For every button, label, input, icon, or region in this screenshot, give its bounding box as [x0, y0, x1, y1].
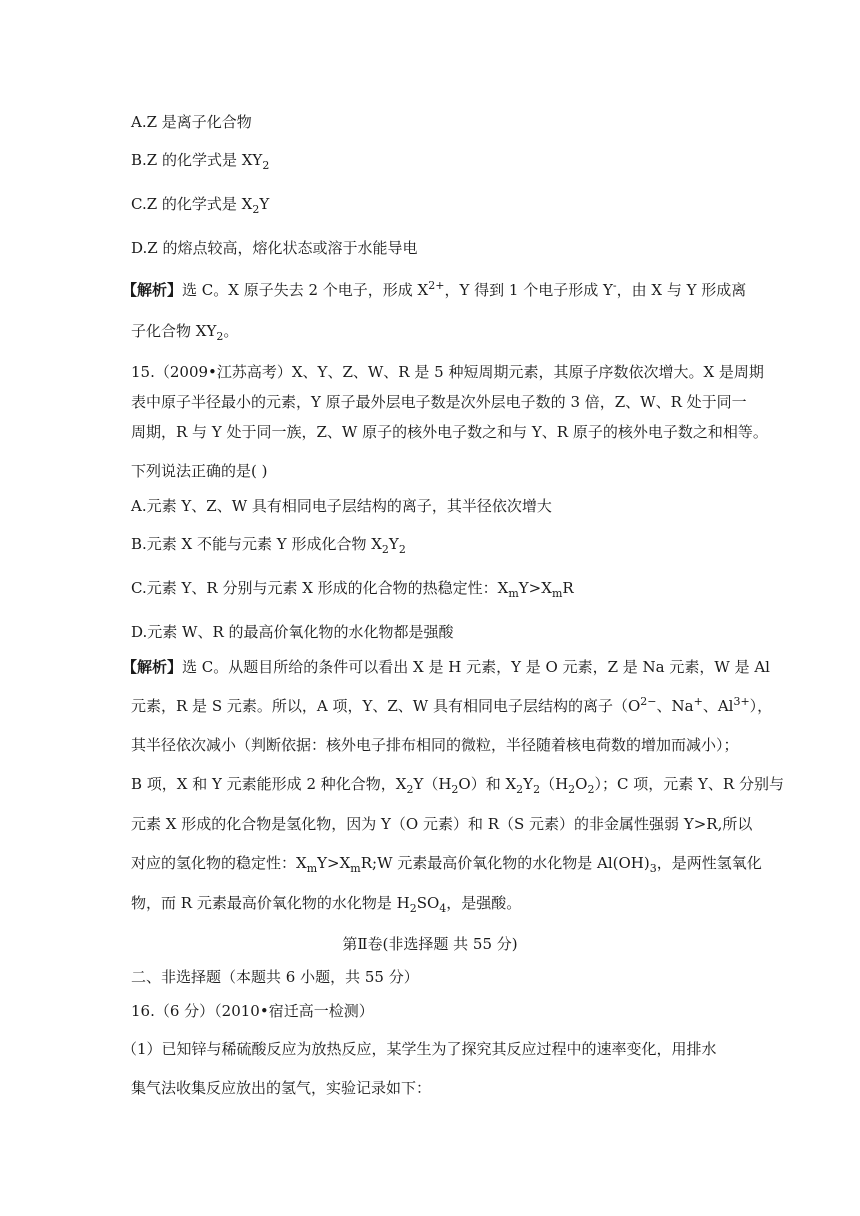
q14-option-a: A.Z 是离子化合物 [131, 113, 252, 131]
q16-heading: 16.（6 分）（2010•宿迁高一检测） [131, 1002, 374, 1020]
q15-analysis-line-7: 物，而 R 元素最高价氧化物的水化物是 $H_2SO_4$，是强酸。 [131, 894, 522, 915]
q15-option-b: B.元素 X 不能与元素 Y 形成化合物 $X_2Y_2$ [131, 535, 406, 556]
section-heading: 二、非选择题（本题共 6 小题，共 55 分） [131, 968, 419, 986]
q15-stem-line-4: 下列说法正确的是( ) [131, 462, 268, 480]
q15-option-c: C.元素 Y、R 分别与元素 X 形成的化合物的热稳定性：$X_mY>X_mR$ [131, 579, 574, 600]
q15-analysis-line-4: B 项，X 和 Y 元素能形成 2 种化合物，$X_2Y(H_2O)$和 $X_2Y_2(H_2O_2)$；C 项，元素 Y、R 分别与 [131, 775, 784, 796]
q15-stem-line-1: 15.（2009•江苏高考）X、Y、Z、W、R 是 5 种短周期元素，其原子序数依次增大。X 是周期 [131, 363, 764, 381]
analysis-label: 【解析】 [122, 658, 183, 676]
q14-analysis-line-2: 子化合物 $XY_2$。 [131, 322, 239, 343]
q14-option-d: D.Z 的熔点较高，熔化状态或溶于水能导电 [131, 239, 418, 257]
q14-option-c: C.Z 的化学式是 $X_2Y$ [131, 195, 270, 216]
q15-analysis-line-6: 对应的氢化物的稳定性：$X_mY>X_mR;W$ 元素最高价氧化物的水化物是 $Al(OH)_3$，是两性氢氧化 [131, 854, 762, 875]
q16-line-2: 集气法收集反应放出的氢气，实验记录如下： [131, 1079, 432, 1097]
q16-line-1: （1）已知锌与稀硫酸反应为放热反应，某学生为了探究其反应过程中的速率变化，用排水 [122, 1040, 717, 1058]
q15-option-d: D.元素 W、R 的最高价氧化物的水化物都是强酸 [131, 623, 454, 641]
q15-option-a: A.元素 Y、Z、W 具有相同电子层结构的离子，其半径依次增大 [131, 497, 552, 515]
q15-analysis-line-3: 其半径依次减小（判断依据：核外电子排布相同的微粒，半径随着核电荷数的增加而减小）； [131, 736, 739, 754]
q15-analysis-line-5: 元素 X 形成的化合物是氢化物，因为 Y（O 元素）和 R（S 元素）的非金属性强弱 Y>R,所以 [131, 815, 753, 833]
q15-analysis-line-1: 【解析】选 C。从题目所给的条件可以看出 X 是 H 元素，Y 是 O 元素，Z 是 Na 元素，W 是 Al [122, 658, 770, 676]
q14-option-b: B.Z 的化学式是 $XY_2$ [131, 151, 270, 172]
q14-analysis-line-1: 【解析】选 C。X 原子失去 2 个电子，形成 $X^{2+}$，Y 得到 1 个电子形成 Y-，由 X 与 Y 形成离 [122, 279, 747, 299]
q15-analysis-line-2: 元素，R 是 S 元素。所以，A 项，Y、Z、W 具有相同电子层结构的离子（$O^{2-}$、Na+、$Al^{3+}$）， [131, 695, 773, 715]
part2-title: 第Ⅱ卷(非选择题 共 55 分) [342, 935, 518, 953]
q15-stem-line-3: 周期，R 与 Y 处于同一族，Z、W 原子的核外电子数之和与 Y、R 原子的核外电子数之和相等。 [131, 423, 768, 441]
q15-stem-line-2: 表中原子半径最小的元素，Y 原子最外层电子数是次外层电子数的 3 倍，Z、W、R 处于同一 [131, 393, 747, 411]
analysis-label: 【解析】 [122, 281, 183, 299]
